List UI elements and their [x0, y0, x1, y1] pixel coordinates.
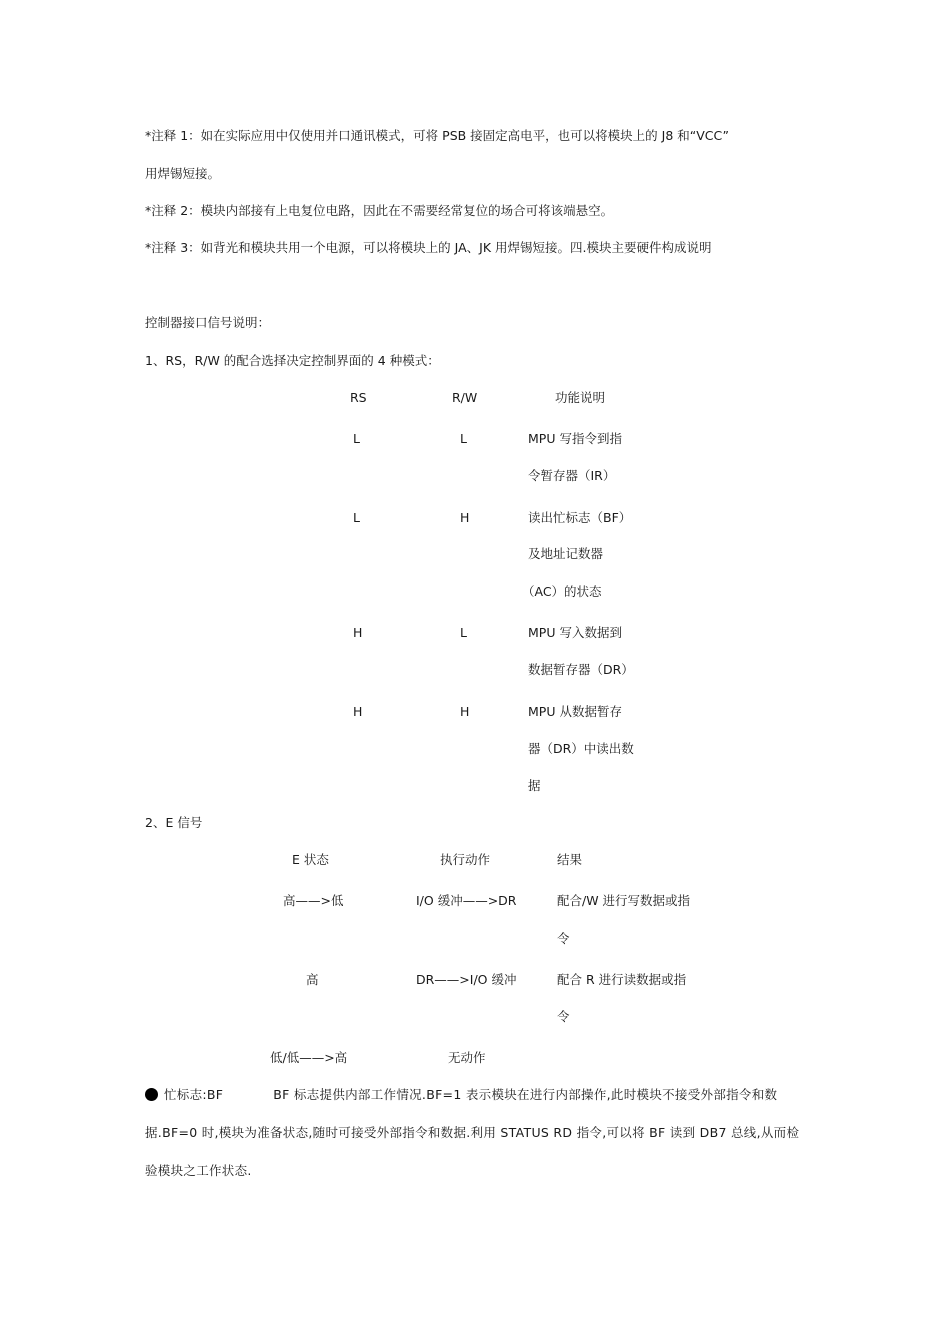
section2-row2-state: 高: [306, 972, 319, 987]
section1-row1-desc: MPU 写指令到指: [528, 431, 622, 446]
section2-row2-action: DR——>I/O 缓冲: [416, 972, 517, 987]
section2-row3-action: 无动作: [448, 1050, 486, 1065]
section2-header-state: E 状态: [292, 852, 329, 867]
busy-flag-label: 忙标志:BF: [164, 1087, 224, 1102]
section2-row2-result: 配合 R 进行读数据或指: [557, 972, 687, 987]
section1-row1-rs: L: [353, 431, 360, 446]
section1-header-rs: RS: [350, 390, 367, 405]
section1-row4-rw: H: [460, 704, 470, 719]
section1-row4-rs: H: [353, 704, 363, 719]
note-1: *注释 1：如在实际应用中仅使用并口通讯模式，可将 PSB 接固定高电平，也可以将模块上的 J8 和“VCC”: [145, 128, 729, 143]
section1-row2-desc: （AC）的状态: [522, 584, 602, 599]
section1-row2-desc: 读出忙标志（BF）: [528, 510, 632, 525]
section1-row4-desc: 器（DR）中读出数: [528, 741, 634, 756]
section2-title: 2、E 信号: [145, 815, 203, 830]
note-3: *注释 3：如背光和模块共用一个电源，可以将模块上的 JA、JK 用焊锡短接。四.模块主要硬件构成说明: [145, 240, 712, 255]
section2-header-result: 结果: [557, 852, 583, 867]
section2-row1-state: 高——>低: [283, 893, 344, 908]
section1-row2-rs: L: [353, 510, 360, 525]
section1-header-rw: R/W: [452, 390, 478, 405]
section1-header-desc: 功能说明: [555, 390, 606, 405]
section2-row1-result: 配合/W 进行写数据或指: [557, 893, 691, 908]
section1-title: 1、RS，R/W 的配合选择决定控制界面的 4 种模式：: [145, 353, 440, 368]
section2-header-action: 执行动作: [440, 852, 491, 867]
section1-row2-rw: H: [460, 510, 470, 525]
section1-row3-desc: MPU 写入数据到: [528, 625, 622, 640]
bullet-dot-icon: [145, 1088, 158, 1101]
section1-row2-desc: 及地址记数器: [528, 546, 604, 561]
controller-heading: 控制器接口信号说明：: [145, 315, 271, 330]
section1-row4-desc: MPU 从数据暂存: [528, 704, 622, 719]
section2-row3-state: 低/低——>高: [270, 1050, 348, 1065]
section1-row3-desc: 数据暂存器（DR）: [528, 662, 634, 677]
section2-row1-action: I/O 缓冲——>DR: [416, 893, 517, 908]
busy-flag-text: BF 标志提供内部工作情况.BF=1 表示模块在进行内部操作,此时模块不接受外部指令和数据.BF=0 时,模块为准备状态,随时可接受外部指令和数据.利用 STATUS RD 指令,可以将 BF 读到 DB7 总线,从而检验模块之工作状态.: [145, 1087, 800, 1178]
section1-row4-desc: 据: [528, 778, 541, 793]
busy-flag-paragraph: [145, 1076, 810, 1190]
section1-row3-rs: H: [353, 625, 363, 640]
section2-row1-result: 令: [557, 931, 570, 946]
section2-row2-result: 令: [557, 1009, 570, 1024]
note-2: *注释 2：模块内部接有上电复位电路，因此在不需要经常复位的场合可将该端悬空。: [145, 203, 614, 218]
section1-row1-desc: 令暂存器（IR）: [528, 468, 616, 483]
note-1-continued: 用焊锡短接。: [145, 166, 221, 181]
section1-row1-rw: L: [460, 431, 467, 446]
section1-row3-rw: L: [460, 625, 467, 640]
